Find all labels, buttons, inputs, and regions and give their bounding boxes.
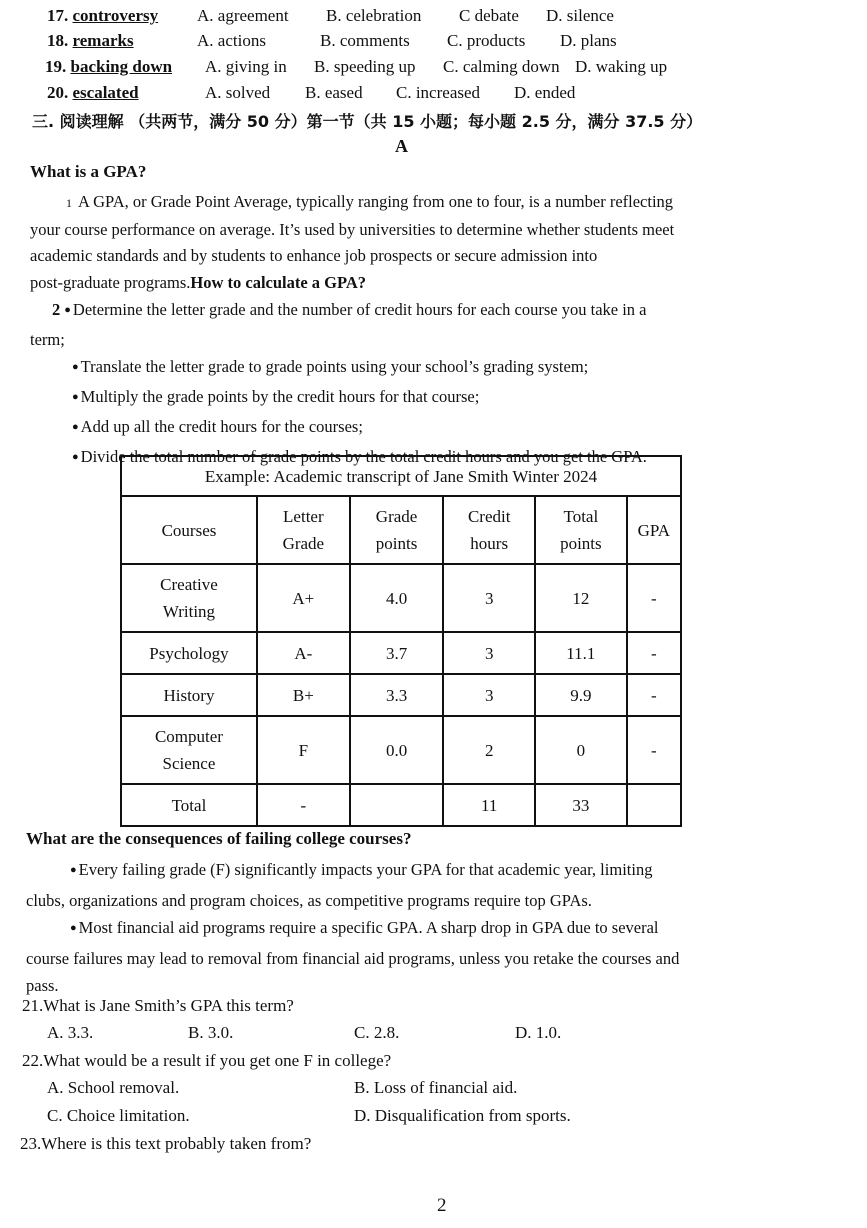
option: D. plans — [560, 31, 617, 50]
answer-option: A. School removal. — [47, 1078, 180, 1097]
option: A. actions — [197, 31, 266, 50]
course-cell: Creative Writing — [121, 564, 257, 632]
option: A. giving in — [205, 57, 287, 76]
table-cell: 33 — [535, 784, 627, 826]
heading-consequences: What are the consequences of failing college courses? — [26, 829, 412, 848]
course-cell: Total — [121, 784, 257, 826]
option: B. eased — [305, 83, 363, 102]
vocab-word: controversy — [72, 6, 159, 25]
option: D. ended — [514, 83, 576, 102]
table-cell: A- — [257, 632, 350, 674]
header-cell: Courses — [121, 496, 257, 564]
question-text: What is Jane Smith’s GPA this term? — [43, 996, 294, 1015]
answer-option: C. Choice limitation. — [47, 1106, 190, 1125]
option: C. products — [447, 31, 526, 50]
item-number: 20. — [47, 83, 69, 102]
passage-letter: A — [395, 136, 408, 156]
item-number: 18. — [47, 31, 69, 50]
step-item: ● Translate the letter grade to grade points using your school’s grading system; — [30, 353, 647, 383]
table-cell: - — [627, 564, 681, 632]
paragraph-1: 1 A GPA, or Grade Point Average, typically ranging from one to four, is a number reflecting your course performance on average. It’s used by universities to determine whether students meet academic standards and by students to enhance job prospects or secure admission into post-graduate programs.How to calculate a GPA? — [30, 192, 675, 292]
option: A. agreement — [197, 6, 289, 25]
step-item: ● Divide the total number of grade points by the total credit hours and you get the GPA. — [30, 443, 647, 473]
table-cell: - — [627, 674, 681, 716]
table-cell — [350, 784, 444, 826]
paragraph-marker: 2 — [52, 300, 61, 319]
table-cell: 2 — [443, 716, 535, 784]
question-22 — [22, 1051, 391, 1071]
answer-option: B. Loss of financial aid. — [354, 1078, 518, 1097]
table-cell: 11.1 — [535, 632, 627, 674]
table-caption: Example: Academic transcript of Jane Smith Winter 2024 — [121, 456, 681, 496]
vocab-item-19 — [45, 57, 172, 77]
answer-option: A. 3.3. — [47, 1023, 94, 1042]
table-cell: A+ — [257, 564, 350, 632]
question-text: Where is this text probably taken from? — [41, 1134, 312, 1153]
steps-list: 2● Determine the letter grade and the number of credit hours for each course you take in a term; ● Translate the letter grade to grade points using your school’s grading system; ● Multiply the grade points by the credit hours for that course; ● Add up all the credit hours for the courses; ● Divide the total number of grade points by the total credit hours and you get the GPA. — [30, 296, 647, 473]
header-cell: Total points — [535, 496, 627, 564]
option: B. celebration — [326, 6, 422, 25]
vocab-word: backing down — [70, 57, 173, 76]
heading-how-to-calculate: How to calculate a GPA? — [190, 272, 367, 292]
question-21 — [22, 996, 294, 1016]
question-number: 21. — [22, 996, 44, 1015]
question-number: 22. — [22, 1051, 44, 1070]
table-cell — [627, 784, 681, 826]
option: B. comments — [320, 31, 410, 50]
option: D. waking up — [575, 57, 668, 76]
table-row — [121, 716, 681, 784]
step-item: ● Multiply the grade points by the credit hours for that course; — [30, 383, 647, 413]
option: B. speeding up — [314, 57, 416, 76]
table-cell: F — [257, 716, 350, 784]
section-header: 三. 阅读理解 （共两节，满分 50 分）第一节（共 15 小题；每小题 2.5 分，满分 37.5 分） — [32, 112, 703, 131]
table-row — [121, 632, 681, 674]
option: C. increased — [396, 83, 481, 102]
header-cell: Grade points — [350, 496, 444, 564]
table-cell: 3 — [443, 632, 535, 674]
vocab-item-20 — [47, 83, 139, 103]
course-cell: Psychology — [121, 632, 257, 674]
transcript-table — [120, 455, 682, 827]
vocab-word: remarks — [72, 31, 134, 50]
course-cell: Computer Science — [121, 716, 257, 784]
table-cell: 0 — [535, 716, 627, 784]
table-row — [121, 564, 681, 632]
vocab-word: escalated — [72, 83, 139, 102]
option: A. solved — [205, 83, 271, 102]
table-cell: 0.0 — [350, 716, 444, 784]
answer-option: C. 2.8. — [354, 1023, 400, 1042]
table-cell: - — [627, 716, 681, 784]
table-cell: 4.0 — [350, 564, 444, 632]
question-23 — [20, 1134, 311, 1154]
table-cell: 11 — [443, 784, 535, 826]
option: D. silence — [546, 6, 614, 25]
header-cell: Credit hours — [443, 496, 535, 564]
table-cell: 3 — [443, 564, 535, 632]
question-text: What would be a result if you get one F in college? — [43, 1051, 392, 1070]
table-cell: 12 — [535, 564, 627, 632]
consequences-list: ● Every failing grade (F) significantly impacts your GPA for that academic year, limiting clubs, organizations and program choices, as competitive programs require top GPAs. ● Most financial aid programs require a specific GPA. A sharp drop in GPA due to several course failures may lead to removal from financial aid programs, unless you retake the courses and pass. — [26, 856, 679, 1000]
answer-option: D. Disqualification from sports. — [354, 1106, 571, 1125]
page-number: 2 — [437, 1195, 447, 1216]
header-cell: Letter Grade — [257, 496, 350, 564]
question-number: 23. — [20, 1134, 42, 1153]
paragraph-marker: 1 — [66, 196, 72, 210]
answer-option: D. 1.0. — [515, 1023, 562, 1042]
vocab-item-17 — [47, 6, 158, 26]
item-number: 19. — [45, 57, 67, 76]
table-cell: 3.7 — [350, 632, 444, 674]
header-cell: GPA — [627, 496, 681, 564]
answer-option: B. 3.0. — [188, 1023, 234, 1042]
table-row — [121, 674, 681, 716]
course-cell: History — [121, 674, 257, 716]
table-cell: 3 — [443, 674, 535, 716]
option: C debate — [459, 6, 519, 25]
table-cell: - — [257, 784, 350, 826]
item-number: 17. — [47, 6, 69, 25]
table-cell: B+ — [257, 674, 350, 716]
table-row-total — [121, 784, 681, 826]
table-cell: 9.9 — [535, 674, 627, 716]
option: C. calming down — [443, 57, 560, 76]
heading-what-is-gpa: What is a GPA? — [30, 162, 147, 181]
vocab-item-18 — [47, 31, 134, 51]
table-cell: 3.3 — [350, 674, 444, 716]
table-cell: - — [627, 632, 681, 674]
step-item: ● Add up all the credit hours for the courses; — [30, 413, 647, 443]
